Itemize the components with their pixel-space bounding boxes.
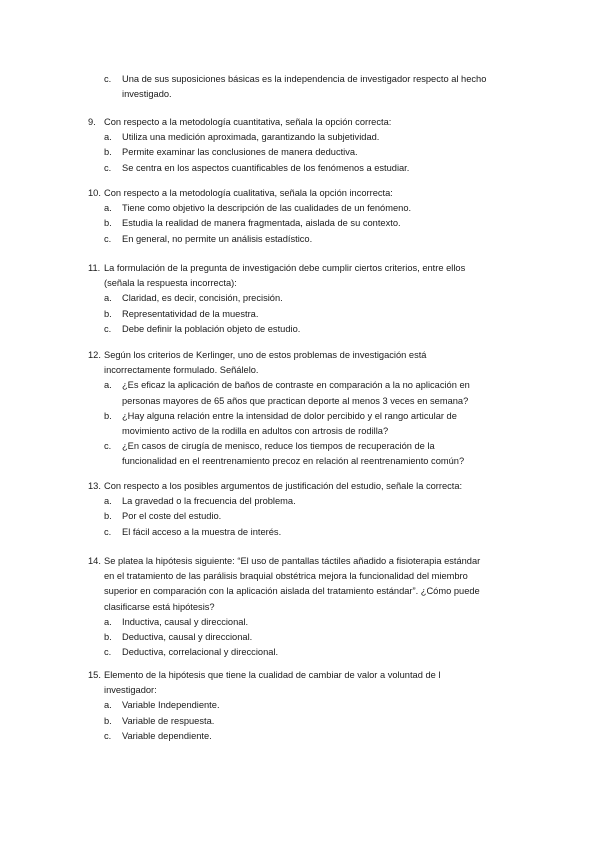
- option-text: Debe definir la población objeto de estudio.: [122, 323, 301, 334]
- option-letter: c.: [104, 647, 112, 658]
- question-text: Se platea la hipótesis siguiente: “El uso de pantallas táctiles añadido a fisioterapia estándar: [104, 556, 481, 566]
- option-letter: c.: [104, 730, 112, 741]
- question-text: Con respecto a la metodología cuantitativa, señala la opción correcta:: [104, 117, 392, 127]
- option-text: Deductiva, correlacional y direccional.: [122, 647, 279, 658]
- option-text: investigado.: [122, 89, 172, 100]
- question-text: Con respecto a la metodología cualitativa, señala la opción incorrecta:: [104, 188, 393, 198]
- option-letter: c.: [104, 441, 112, 452]
- option-letter: b.: [104, 218, 112, 229]
- question-text: Elemento de la hipótesis que tiene la cualidad de cambiar de valor a voluntad de l: [104, 670, 441, 680]
- option-letter: a.: [104, 132, 112, 143]
- option-text: ¿Es eficaz la aplicación de baños de contraste en comparación a la no aplicación en: [122, 380, 470, 391]
- option-letter: a.: [104, 203, 112, 214]
- option-letter: c.: [104, 74, 112, 84]
- option-letter: a.: [104, 700, 112, 711]
- option-letter: a.: [104, 380, 112, 391]
- option-text: Variable Independiente.: [122, 700, 220, 711]
- option-text: Estudia la realidad de manera fragmentada, aislada de su contexto.: [122, 218, 401, 229]
- option-text: Por el coste del estudio.: [122, 511, 222, 522]
- option-text: Claridad, es decir, concisión, precisión.: [122, 293, 283, 304]
- option-letter: a.: [104, 616, 112, 627]
- question-text: en el tratamiento de las parálisis braquial obstétrica mejora la funcionalidad del miembro: [104, 571, 468, 582]
- option-letter: b.: [104, 147, 112, 158]
- question-number: 10.: [88, 188, 101, 198]
- option-text: Inductiva, causal y direccional.: [122, 616, 249, 627]
- option-letter: c.: [104, 162, 112, 173]
- question-text: (señala la respuesta incorrecta):: [104, 278, 237, 289]
- question-text: Según los criterios de Kerlinger, uno de estos problemas de investigación está: [104, 350, 427, 360]
- question-number: 14.: [88, 556, 101, 566]
- question-number: 13.: [88, 481, 101, 491]
- option-letter: b.: [104, 632, 112, 642]
- question-text: superior en comparación con la aplicación aislada del tratamiento estándar”. ¿Cómo puede: [104, 586, 480, 597]
- option-text: Variable de respuesta.: [122, 715, 215, 726]
- option-text: Una de sus suposiciones básicas es la independencia de investigador respecto al hecho: [122, 74, 487, 84]
- option-letter: c.: [104, 233, 112, 244]
- question-text: incorrectamente formulado. Señálelo.: [104, 365, 259, 376]
- option-letter: c.: [104, 526, 112, 537]
- option-text: Tiene como objetivo la descripción de las cualidades de un fenómeno.: [122, 203, 412, 214]
- option-letter: b.: [104, 308, 112, 319]
- option-text: Se centra en los aspectos cuantificables de los fenómenos a estudiar.: [122, 162, 410, 173]
- option-text: El fácil acceso a la muestra de interés.: [122, 526, 282, 537]
- option-text: Variable dependiente.: [122, 730, 212, 741]
- option-text: ¿Hay alguna relación entre la intensidad de dolor percibido y el rango articular de: [122, 410, 457, 421]
- question-text: La formulación de la pregunta de investigación debe cumplir ciertos criterios, entre ellos: [104, 263, 466, 273]
- option-text: ¿En casos de cirugía de menisco, reduce los tiempos de recuperación de la: [122, 441, 435, 452]
- option-text: Utiliza una medición aproximada, garantizando la subjetividad.: [122, 132, 380, 143]
- option-text: Representatividad de la muestra.: [122, 308, 259, 319]
- option-letter: b.: [104, 511, 112, 522]
- option-text: personas mayores de 65 años que practican deporte al menos 3 veces en semana?: [122, 395, 469, 406]
- option-letter: b.: [104, 715, 112, 726]
- question-number: 11.: [88, 263, 101, 273]
- question-number: 15.: [88, 670, 101, 680]
- option-text: funcionalidad en el reentrenamiento precoz en relación al reentrenamiento común?: [122, 456, 465, 467]
- question-text: Con respecto a los posibles argumentos de justificación del estudio, señale la correcta:: [104, 481, 463, 491]
- option-text: La gravedad o la frecuencia del problema.: [122, 496, 296, 507]
- question-number: 12.: [88, 350, 101, 360]
- option-text: Permite examinar las conclusiones de manera deductiva.: [122, 147, 358, 158]
- question-text: investigador:: [104, 685, 157, 696]
- option-letter: b.: [104, 410, 112, 421]
- option-text: movimiento activo de la rodilla en adultos con artrosis de rodilla?: [122, 426, 389, 436]
- question-text: clasificarse está hipótesis?: [104, 601, 215, 612]
- option-letter: c.: [104, 323, 112, 334]
- option-text: Deductiva, causal y direccional.: [122, 632, 253, 642]
- option-letter: a.: [104, 496, 112, 507]
- option-letter: a.: [104, 293, 112, 304]
- question-number: 9.: [88, 117, 96, 127]
- option-text: En general, no permite un análisis estadístico.: [122, 233, 313, 244]
